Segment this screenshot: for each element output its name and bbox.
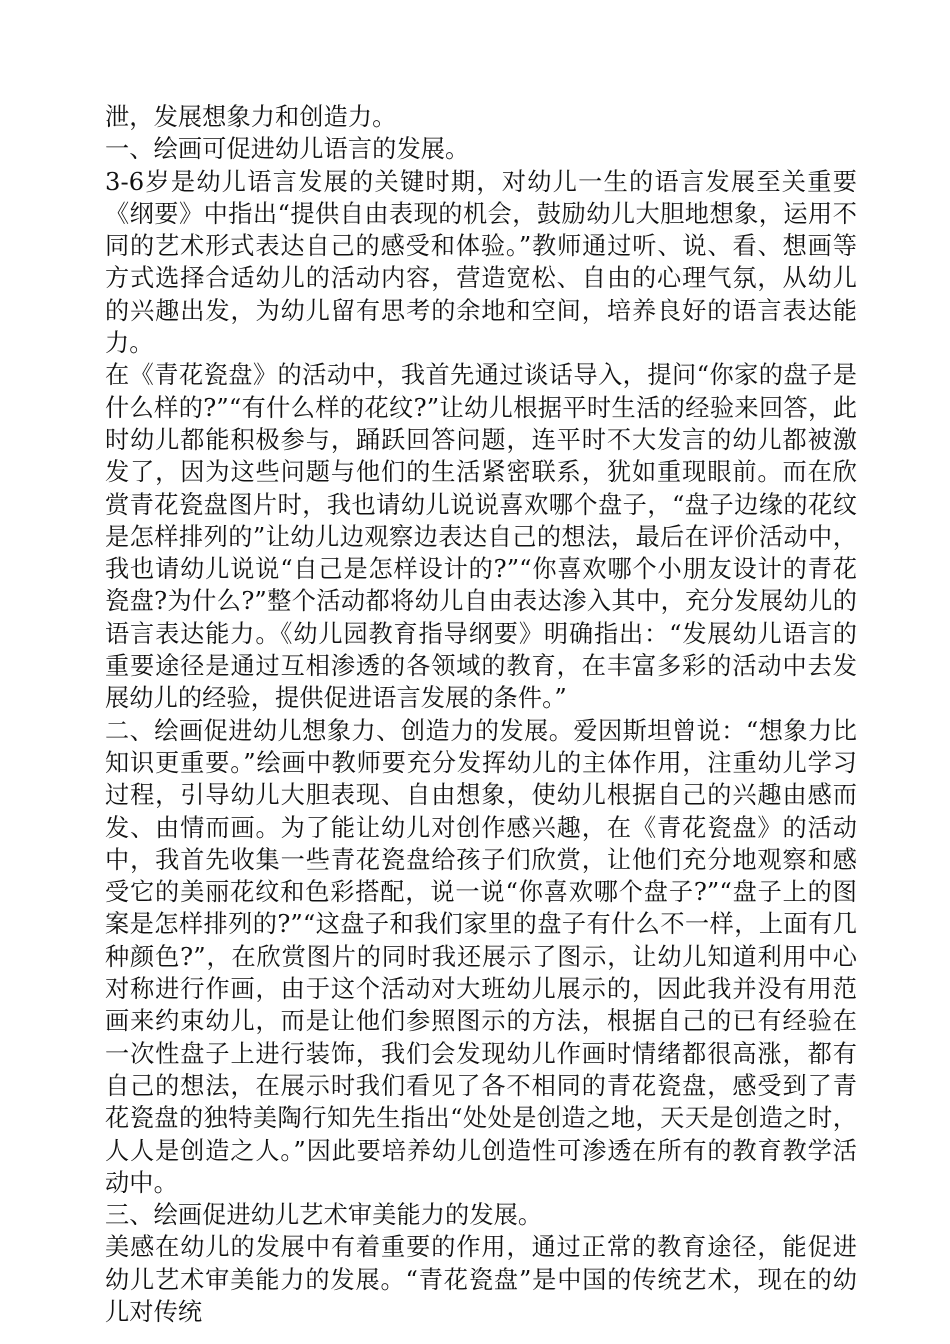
paragraph-aesthetics: 美感在幼儿的发展中有着重要的作用，通过正常的教育途径，能促进幼儿艺术审美能力的发展。“青花瓷盘”是中国的传统艺术，现在的幼儿对传统 — [105, 1233, 857, 1326]
document-body — [105, 101, 857, 1328]
paragraph-language-key-period: 3-6岁是幼儿语言发展的关键时期，对幼儿一生的语言发展至关重要《纲要》中指出“提供自由表现的机会，鼓励幼儿大胆地想象，运用不同的艺术形式表达自己的感受和体验。”教师通过听、说、看、想画等方式选择合适幼儿的活动内容，营造宽松、自由的心理气氛，从幼儿的兴趣出发，为幼儿留有思考的余地和空间，培养良好的语言表达能力。 — [105, 167, 857, 358]
section-heading-aesthetics: 三、绘画促进幼儿艺术审美能力的发展。 — [105, 1201, 543, 1230]
paragraph-blue-white-porcelain-language: 在《青花瓷盘》的活动中，我首先通过谈话导入，提问“你家的盘子是什么样的?”“有什么样的花纹?”让幼儿根据平时生活的经验来回答，此时幼儿都能积极参与，踊跃回答问题，连平时不大发言的幼儿都被激发了，因为这些问题与他们的生活紧密联系，犹如重现眼前。而在欣赏青花瓷盘图片时，我也请幼儿说说喜欢哪个盘子，“盘子边缘的花纹是怎样排列的”让幼儿边观察边表达自己的想法，最后在评价活动中，我也请幼儿说说“自己是怎样设计的?”“你喜欢哪个小朋友设计的青花瓷盘?为什么?”整个活动都将幼儿自由表达渗入其中，充分发展幼儿的语言表达能力。《幼儿园教育指导纲要》明确指出：“发展幼儿语言的重要途径是通过互相渗透的各领域的教育，在丰富多彩的活动中去发展幼儿的经验，提供促进语言发展的条件。” — [105, 361, 857, 713]
paragraph-continuation: 泄，发展想象力和创造力。 — [105, 103, 397, 131]
paragraph-imagination-creativity: 二、绘画促进幼儿想象力、创造力的发展。爱因斯坦曾说：“想象力比知识更重要。”绘画中教师要充分发挥幼儿的主体作用，注重幼儿学习过程，引导幼儿大胆表现、自由想象，使幼儿根据自己的兴趣由感而发、由情而画。为了能让幼儿对创作感兴趣，在《青花瓷盘》的活动中，我首先收集一些青花瓷盘给孩子们欣赏，让他们充分地观察和感受它的美丽花纹和色彩搭配，说一说“你喜欢哪个盘子?”“盘子上的图案是怎样排列的?”“这盘子和我们家里的盘子有什么不一样，上面有几种颜色?”，在欣赏图片的同时我还展示了图示，让幼儿知道利用中心对称进行作画，由于这个活动对大班幼儿展示的，因此我并没有用范画来约束幼儿，而是让他们参照图示的方法，根据自己的已有经验在一次性盘子上进行装饰，我们会发现幼儿作画时情绪都很高涨，都有自己的想法，在展示时我们看见了各不相同的青花瓷盘，感受到了青花瓷盘的独特美陶行知先生指出“处处是创造之地，天天是创造之时，人人是创造之人。”因此要培养幼儿创造性可渗透在所有的教育教学活动中。 — [105, 716, 857, 1197]
section-heading-language: 一、绘画可促进幼儿语言的发展。 — [105, 135, 470, 164]
